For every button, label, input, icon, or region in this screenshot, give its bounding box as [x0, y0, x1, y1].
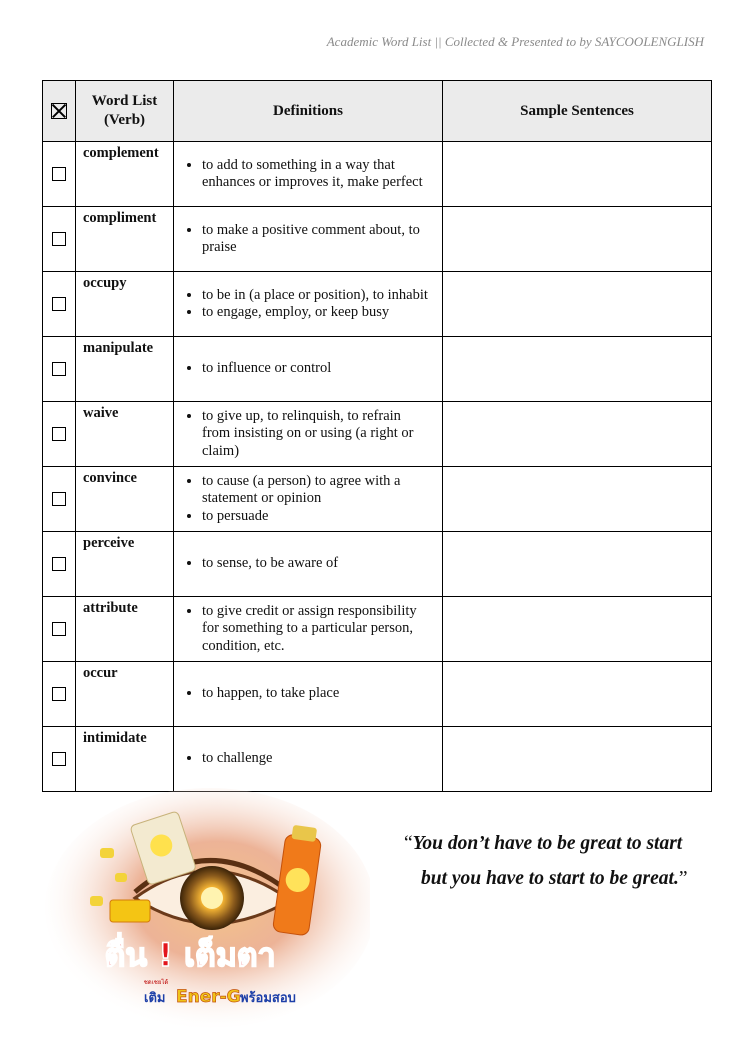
- motivational-quote: [404, 826, 688, 896]
- checkbox-cell: [43, 597, 76, 662]
- header-sample-sentences: Sample Sentences: [443, 81, 712, 142]
- table-row: [43, 142, 712, 207]
- quote-line-1: [404, 826, 688, 861]
- word-cell: complement: [76, 142, 174, 207]
- close-quote-mark: ”: [678, 868, 688, 889]
- checkbox-cell: [43, 337, 76, 402]
- ad-brand: Ener-G: [176, 987, 241, 1007]
- checkbox-cell: [43, 532, 76, 597]
- checkbox-icon[interactable]: [52, 622, 66, 636]
- ener-g-advertisement: [40, 788, 370, 1028]
- checkbox-cell: [43, 467, 76, 532]
- quote-line-2: [404, 861, 688, 896]
- definition-list: [174, 473, 442, 526]
- definition-list: [174, 360, 442, 378]
- table-row: [43, 597, 712, 662]
- word-cell: attribute: [76, 597, 174, 662]
- definition-cell: [174, 337, 443, 402]
- definition-cell: [174, 532, 443, 597]
- definition-cell: [174, 662, 443, 727]
- sample-sentence-cell[interactable]: [443, 532, 712, 597]
- word-cell: compliment: [76, 207, 174, 272]
- checkbox-icon[interactable]: [52, 557, 66, 571]
- definition-list: [174, 287, 442, 322]
- sample-sentence-cell[interactable]: [443, 727, 712, 792]
- table-row: [43, 467, 712, 532]
- checkbox-icon[interactable]: [52, 167, 66, 181]
- definition-item: • to give up, to relinquish, to refrain from insisting on or using (a right or claim): [202, 408, 432, 461]
- table-header-row: [43, 81, 712, 142]
- table-row: [43, 272, 712, 337]
- sample-sentence-cell[interactable]: [443, 337, 712, 402]
- header-checkbox-cell: [43, 81, 76, 142]
- checkbox-icon[interactable]: [52, 427, 66, 441]
- ad-tagline-suffix: พร้อมสอบ: [240, 991, 296, 1006]
- definition-item: • to happen, to take place: [202, 685, 432, 703]
- table-row: [43, 402, 712, 467]
- definition-item: • to sense, to be aware of: [202, 555, 432, 573]
- checkbox-cell: [43, 402, 76, 467]
- definition-list: [174, 408, 442, 461]
- checkbox-icon[interactable]: [52, 362, 66, 376]
- word-list-table: [42, 80, 712, 792]
- definition-list: [174, 685, 442, 703]
- sample-sentence-cell[interactable]: [443, 597, 712, 662]
- definition-list: [174, 157, 442, 192]
- definition-cell: [174, 727, 443, 792]
- ad-tagline-prefix: เติม: [144, 991, 166, 1006]
- definition-item: • to challenge: [202, 750, 432, 768]
- definition-item: • to make a positive comment about, to praise: [202, 222, 432, 257]
- definition-cell: [174, 272, 443, 337]
- definition-item: • to cause (a person) to agree with a statement or opinion: [202, 473, 432, 508]
- open-quote-mark: “: [404, 833, 413, 854]
- word-cell: occupy: [76, 272, 174, 337]
- definition-cell: [174, 597, 443, 662]
- definition-item: • to influence or control: [202, 360, 432, 378]
- quote-line-2-text: but you have to start to be great.: [421, 868, 679, 889]
- definition-list: [174, 222, 442, 257]
- definition-list: [174, 555, 442, 573]
- word-cell: occur: [76, 662, 174, 727]
- checkbox-cell: [43, 662, 76, 727]
- header-word-list: Word List (Verb): [76, 81, 174, 142]
- checkbox-cell: [43, 142, 76, 207]
- sample-sentence-cell[interactable]: [443, 272, 712, 337]
- word-cell: waive: [76, 402, 174, 467]
- page-header: Academic Word List || Collected & Presented to by SAYCOOLENGLISH: [326, 34, 704, 49]
- checkbox-icon[interactable]: [52, 752, 66, 766]
- ad-small-text: ชดเชยได้: [143, 979, 169, 986]
- sample-sentence-cell[interactable]: [443, 467, 712, 532]
- checked-box-icon[interactable]: [51, 103, 67, 119]
- definition-item: • to add to something in a way that enhances or improves it, make perfect: [202, 157, 432, 192]
- definition-cell: [174, 207, 443, 272]
- checkbox-icon[interactable]: [52, 232, 66, 246]
- definition-item: • to engage, employ, or keep busy: [202, 304, 432, 322]
- word-cell: perceive: [76, 532, 174, 597]
- sample-sentence-cell[interactable]: [443, 207, 712, 272]
- checkbox-cell: [43, 727, 76, 792]
- sample-sentence-cell[interactable]: [443, 402, 712, 467]
- table-row: [43, 337, 712, 402]
- checkbox-icon[interactable]: [52, 687, 66, 701]
- definition-cell: [174, 142, 443, 207]
- table-row: [43, 662, 712, 727]
- word-cell: manipulate: [76, 337, 174, 402]
- definition-item: • to persuade: [202, 508, 432, 526]
- sample-sentence-cell[interactable]: [443, 662, 712, 727]
- checkbox-icon[interactable]: [52, 297, 66, 311]
- table-row: [43, 207, 712, 272]
- definition-item: • to give credit or assign responsibility for something to a particular person, condition, etc.: [202, 603, 432, 656]
- table-row: [43, 727, 712, 792]
- word-cell: intimidate: [76, 727, 174, 792]
- definition-cell: [174, 467, 443, 532]
- checkbox-cell: [43, 207, 76, 272]
- definition-list: [174, 750, 442, 768]
- definition-item: • to be in (a place or position), to inhabit: [202, 287, 432, 305]
- ad-headline: ตื่น ! เต็มตา: [104, 936, 276, 974]
- header-definitions: Definitions: [174, 81, 443, 142]
- checkbox-icon[interactable]: [52, 492, 66, 506]
- checkbox-cell: [43, 272, 76, 337]
- sample-sentence-cell[interactable]: [443, 142, 712, 207]
- quote-line-1-text: You don’t have to be great to start: [412, 833, 683, 854]
- definition-list: [174, 603, 442, 656]
- word-cell: convince: [76, 467, 174, 532]
- definition-cell: [174, 402, 443, 467]
- table-row: [43, 532, 712, 597]
